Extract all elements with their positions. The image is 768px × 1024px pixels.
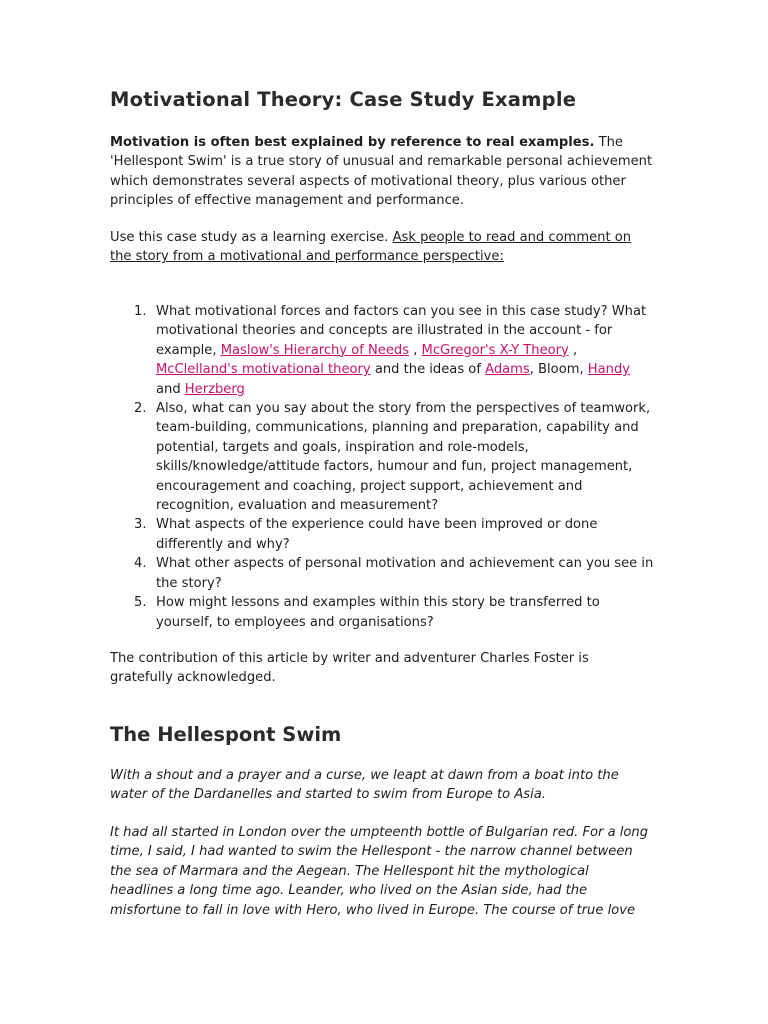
separator-text: , — [568, 342, 578, 358]
intro-paragraph — [110, 133, 655, 211]
separator-text: , — [409, 342, 422, 358]
question-number: 3. — [134, 517, 147, 533]
question-item-2 — [110, 399, 655, 515]
page-title: Motivational Theory: Case Study Example — [110, 88, 577, 111]
contribution-paragraph: The contribution of this article by writer and adventurer Charles Foster is gratefully acknowledged. — [110, 651, 589, 686]
questions-list — [110, 302, 655, 632]
question-text: How might lessons and examples within this story be transferred to yourself, to employees and organisations? — [156, 595, 600, 630]
question-text: What aspects of the experience could have been improved or done differently and why? — [156, 517, 598, 552]
question-number: 4. — [134, 556, 147, 572]
question-item-4 — [110, 554, 655, 593]
story-paragraph-1: With a shout and a prayer and a curse, we leapt at dawn from a boat into the water of the Dardanelles and started to swim from Europe to Asia. — [110, 768, 619, 803]
maslow-link[interactable]: Maslow's Hierarchy of Needs — [220, 342, 410, 358]
handy-link[interactable]: Handy — [587, 362, 631, 378]
mcgregor-link[interactable]: McGregor's X-Y Theory — [421, 342, 569, 358]
question-text: and — [156, 381, 185, 397]
story-title: The Hellespont Swim — [110, 723, 342, 746]
question-number: 2. — [134, 401, 147, 417]
question-number: 1. — [134, 304, 147, 319]
questions-list-container — [110, 302, 655, 632]
story-paragraph-2: It had all started in London over the umpteenth bottle of Bulgarian red. For a long time, I said, I had wanted to swim the Hellespont - the narrow channel between the sea of Marmara and the Aegean. The Hellespont hit the mythological headlines a long time ago. Leander, who lived on the Asian side, had the misfortune to fall in love with Hero, who lived in Europe. The course of true love — [110, 825, 649, 918]
question-item-5 — [110, 593, 655, 632]
intro-text: The 'Hellespont Swim' is a true story of unusual and remarkable personal achievement which demonstrates several aspects of motivational theory, plus various other principles of effective management and performance. — [110, 135, 653, 209]
question-item-3 — [110, 515, 655, 554]
question-text: , Bloom, — [529, 362, 588, 378]
question-number: 5. — [134, 595, 147, 611]
adams-link[interactable]: Adams — [485, 362, 530, 378]
question-text: What other aspects of personal motivation and achievement can you see in the story? — [156, 556, 654, 591]
question-text: and the ideas of — [370, 362, 486, 378]
herzberg-link[interactable]: Herzberg — [184, 381, 245, 397]
question-text: Also, what can you say about the story from the perspectives of teamwork, team-building, communications, planning and preparation, capability and potential, targets and goals, inspiration and role-models, skills/knowledge/attitude factors, humour and fun, project management, encouragement and coaching, project support, achievement and recognition, evaluation and measurement? — [156, 401, 651, 514]
usecase-lead-text: Use this case study as a learning exercise. — [110, 230, 393, 245]
usecase-paragraph — [110, 228, 655, 267]
question-text: What motivational forces and factors can you see in this case study? What motivational theories and concepts are illustrated in the account - for example, — [156, 304, 647, 358]
intro-bold-text: Motivation is often best explained by reference to real examples. — [110, 135, 595, 150]
question-item-1 — [110, 302, 655, 399]
mcclelland-link[interactable]: McClelland's motivational theory — [156, 362, 371, 378]
usecase-underlined-text: Ask people to read and comment on the story from a motivational and performance perspective: — [110, 230, 632, 265]
